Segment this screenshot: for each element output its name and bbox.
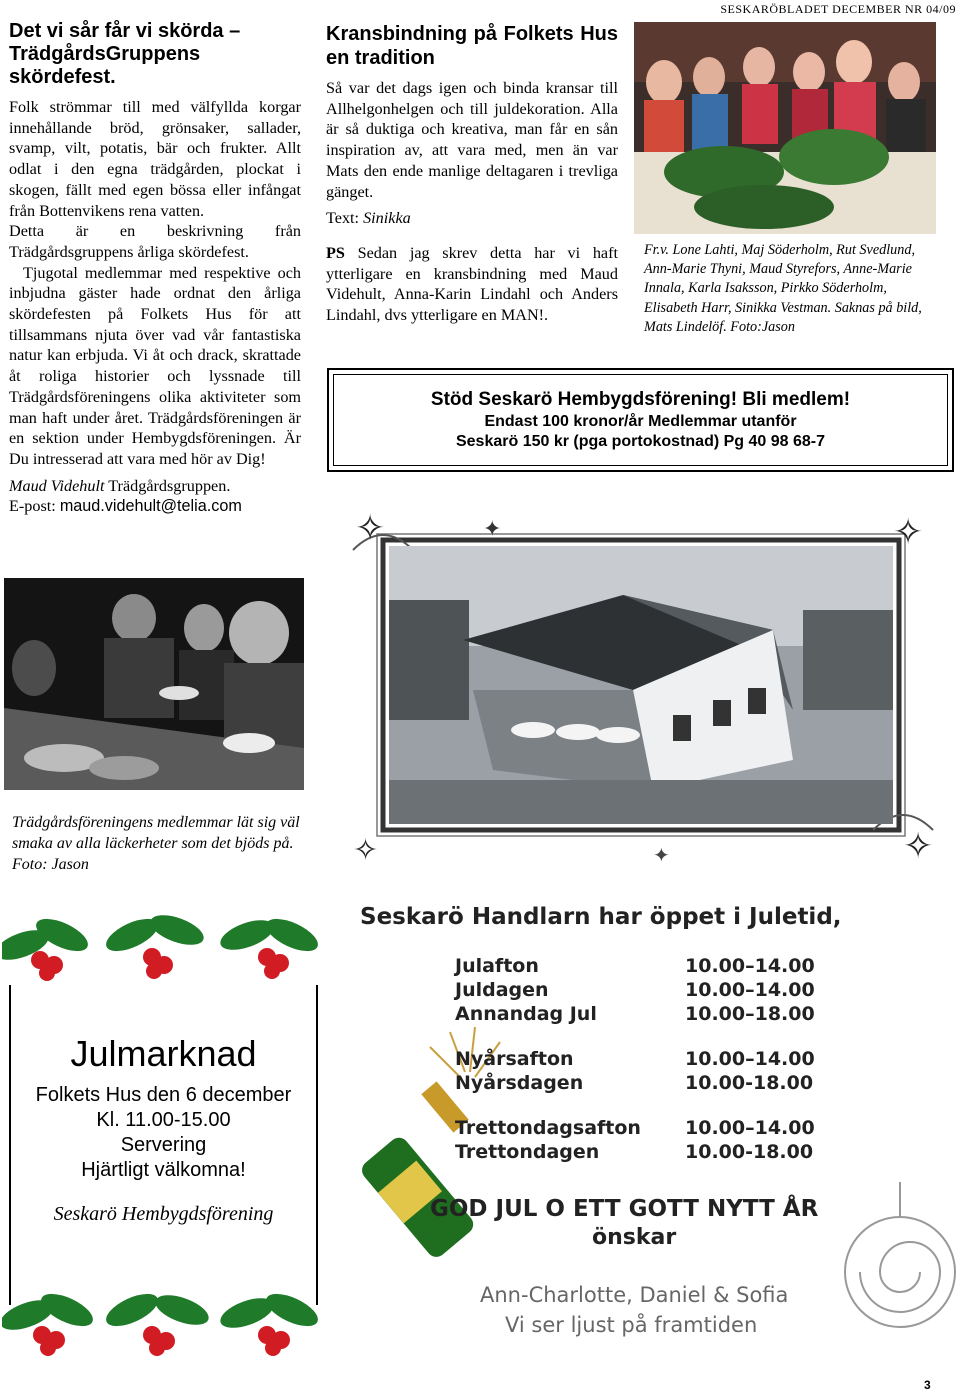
wreath-ps-label: PS bbox=[326, 243, 345, 262]
svg-text:✦: ✦ bbox=[483, 517, 502, 542]
wreath-paragraph-1: Så var det dags igen och binda kransar till Allhelgonhelgen och till juldekoration. Alla är så duktiga och kreativa, man får en sån inspiration av, att vara med, men än var Mats den ende manlige deltagaren i trevliga gänget. bbox=[326, 79, 618, 201]
harvest-paragraph-3: Tjugotal medlemmar med respektive och inbjudna gäster hade ordnat den årliga skördefesten på Folkets Hus för att tillsammans njuta över vad vår fantastiska natur kan erbjuda. Vi åt och drack, skrattade åt roliga historier och lyssnade till Trädgårdsföreningens olika aktiviteter som man haft under året. Trädgårdsföreningen är en sektion under Hembygdsföreningen. Är Du intresserad att vara med hör av Dig! bbox=[9, 263, 301, 468]
handlarn-hours-3: 10.00–14.00 bbox=[685, 1048, 815, 1070]
wreath-ps-text: Sedan jag skrev detta har vi haft ytterligare en kransbindning med Maud Videhult, Anna-Karin Lindahl och Anders Lindahl, dvs ytterligare en MAN!. bbox=[326, 243, 618, 325]
membership-box-inner bbox=[333, 374, 948, 466]
harvest-article-title: Det vi sår får vi skörda – TrädgårdsGruppens skördefest. bbox=[9, 20, 241, 88]
handlarn-hours-1: 10.00–14.00 bbox=[685, 979, 815, 1001]
membership-price: Endast 100 kronor/år Medlemmar utanför bbox=[484, 413, 797, 430]
harvest-email-line bbox=[9, 496, 301, 517]
handlarn-day-0: Julafton bbox=[455, 955, 539, 977]
handlarn-day-4: Nyårsdagen bbox=[455, 1072, 584, 1094]
svg-text:✧: ✧ bbox=[903, 826, 934, 865]
harvest-photo-caption: Trädgårdsföreningens medlemmar lät sig väl smaka av alla läckerheter som det bjöds på. Foto: Jason bbox=[12, 814, 300, 873]
wreath-text-author: Sinikka bbox=[363, 209, 411, 228]
membership-giro: Seskarö 150 kr (pga portokostnad) Pg 40 98 68-7 bbox=[455, 433, 826, 450]
harvest-author-group: Trädgårdsgruppen. bbox=[108, 476, 231, 495]
page-number: 3 bbox=[924, 1378, 931, 1392]
handlarn-slogan: Vi ser ljust på framtiden bbox=[505, 1313, 758, 1337]
harvest-feast-photo bbox=[4, 578, 304, 790]
julmarknad-title: Julmarknad bbox=[70, 1033, 257, 1074]
wreath-article-body bbox=[326, 78, 618, 326]
membership-headline: Stöd Seskarö Hembygdsförening! Bli medlem! bbox=[430, 389, 851, 410]
handlarn-greeting-wish: önskar bbox=[592, 1225, 677, 1250]
handlarn-hours-0: 10.00–14.00 bbox=[685, 955, 815, 977]
page-header: SESKARÖBLADET DECEMBER NR 04/09 bbox=[720, 2, 956, 16]
handlarn-hours-4: 10.00-18.00 bbox=[685, 1072, 814, 1094]
julmarknad-organizer: Seskarö Hembygdsförening bbox=[53, 1203, 274, 1225]
harvest-byline bbox=[9, 476, 301, 497]
handlarn-day-5: Trettondagsafton bbox=[455, 1117, 641, 1139]
handlarn-hours-5: 10.00–14.00 bbox=[685, 1117, 815, 1139]
wreath-article-title: Kransbindning på Folkets Hus en tradition bbox=[326, 23, 618, 69]
holly-border-bottom bbox=[2, 1285, 320, 1363]
handlarn-day-1: Juldagen bbox=[455, 979, 549, 1001]
harvest-author: Maud Videhult bbox=[9, 476, 105, 495]
svg-text:✧: ✧ bbox=[893, 512, 924, 553]
wreath-ps bbox=[326, 243, 618, 326]
svg-text:✦: ✦ bbox=[653, 843, 670, 865]
handlarn-signature: Ann-Charlotte, Daniel & Sofia bbox=[480, 1283, 789, 1307]
framed-house-photo bbox=[333, 500, 949, 865]
julmarknad-welcome: Hjärtligt välkomna! bbox=[81, 1159, 246, 1181]
holly-border-top bbox=[2, 905, 320, 985]
wreath-text-credit bbox=[326, 208, 618, 229]
handlarn-day-6: Trettondagen bbox=[455, 1141, 600, 1163]
membership-box bbox=[327, 368, 954, 472]
handlarn-day-2: Annandag Jul bbox=[455, 1003, 597, 1025]
wreath-group-photo bbox=[634, 22, 936, 234]
house-photo-frame bbox=[333, 500, 949, 865]
wreath-text-label: Text: bbox=[326, 209, 360, 228]
handlarn-hours-2: 10.00–18.00 bbox=[685, 1003, 815, 1025]
svg-text:✧: ✧ bbox=[353, 833, 379, 865]
julmarknad-service: Servering bbox=[120, 1134, 207, 1156]
wreath-photo-caption: Fr.v. Lone Lahti, Maj Söderholm, Rut Svedlund, Ann-Marie Thyni, Maud Styrefors, Anne-Marie Innala, Karla Isaksson, Pirkko Söderholm, Elisabeth Harr, Sinikka Vestman. Saknas på bild, Mats Lindelöf. Foto:Jason bbox=[644, 242, 922, 335]
harvest-paragraph-2: Detta är en beskrivning från Trädgårdsgruppens årliga skördefest. bbox=[9, 222, 301, 261]
handlarn-advert bbox=[330, 882, 956, 1352]
harvest-article-body bbox=[9, 97, 301, 517]
handlarn-greeting: GOD JUL O ETT GOTT NYTT ÅR bbox=[430, 1196, 819, 1222]
handlarn-hours-6: 10.00-18.00 bbox=[685, 1141, 814, 1163]
ornament-icon bbox=[845, 1182, 955, 1327]
handlarn-day-3: Nyårsafton bbox=[455, 1048, 574, 1070]
harvest-email-link[interactable]: maud.videhult@telia.com bbox=[59, 497, 242, 516]
julmarknad-time: Kl. 11.00-15.00 bbox=[96, 1109, 231, 1131]
harvest-paragraph-1: Folk strömmar till med välfyllda korgar innehållande bröd, grönsaker, sallader, svamp, vilt, potatis, bär och frukter. Allt odlat i den egna trädgården, plockat i skogen, fällt med egen bössa eller infångat från Bottenvikens rena vatten. bbox=[9, 98, 301, 220]
julmarknad-place: Folkets Hus den 6 december bbox=[35, 1084, 292, 1106]
julmarknad-box bbox=[9, 985, 318, 1305]
harvest-email-label: E-post: bbox=[9, 497, 56, 516]
svg-text:✧: ✧ bbox=[355, 508, 386, 549]
handlarn-title: Seskarö Handlarn har öppet i Juletid, bbox=[360, 904, 842, 930]
